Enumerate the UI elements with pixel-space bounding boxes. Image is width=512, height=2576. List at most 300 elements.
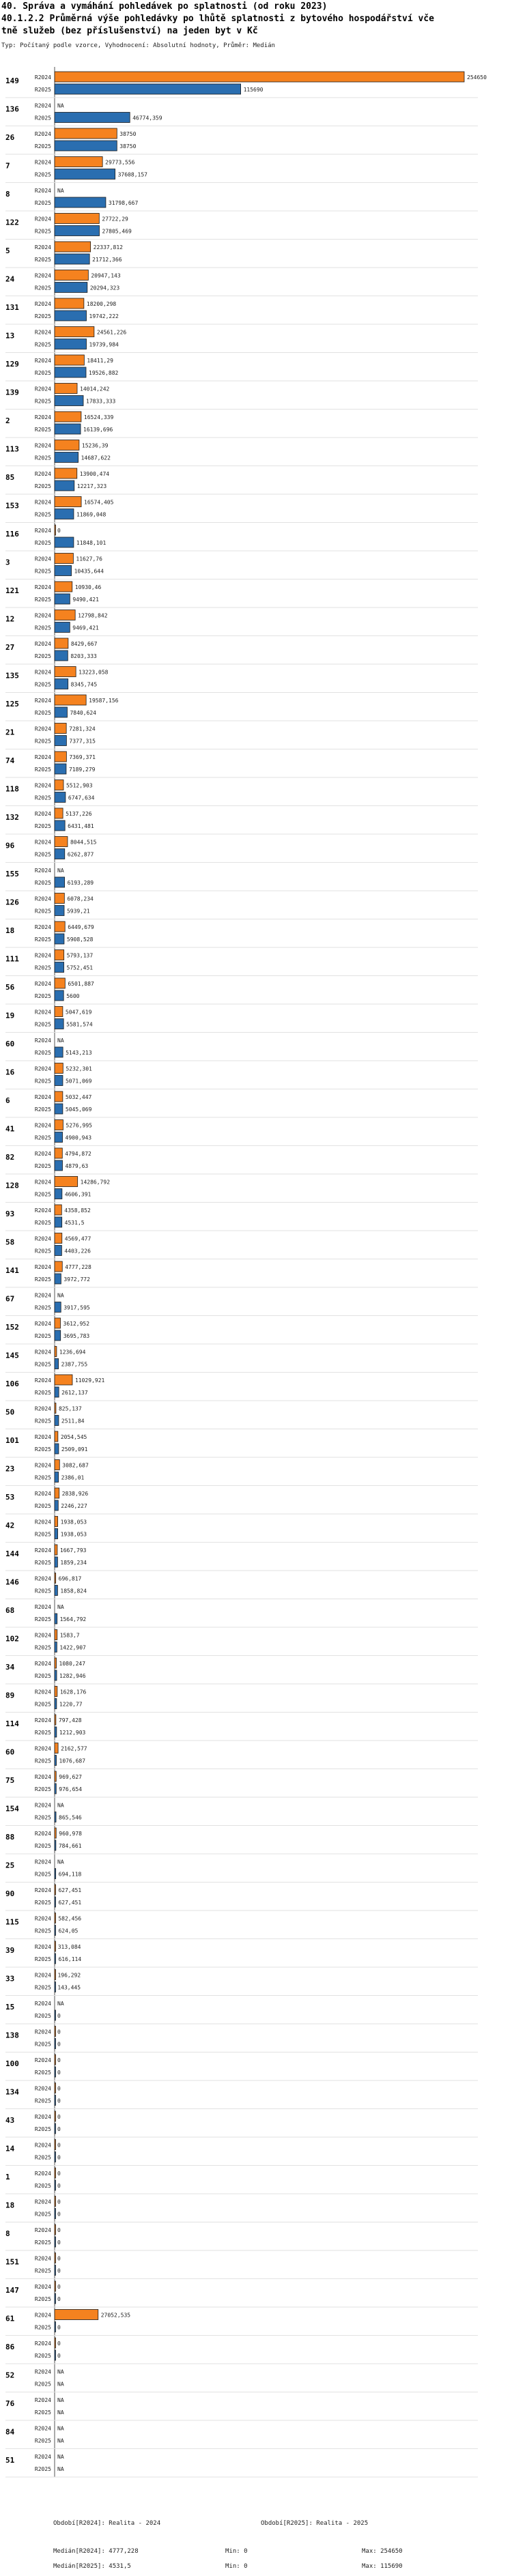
bar-r2025: [55, 197, 106, 207]
category-label: 34: [5, 1663, 15, 1672]
series-label: R2024: [34, 358, 51, 364]
series-label: R2024: [34, 386, 51, 392]
bar-r2024: [55, 1205, 61, 1215]
series-label: R2025: [34, 2013, 51, 2019]
bar-r2024: [55, 1261, 62, 1272]
data-label: 2054,545: [60, 1434, 87, 1440]
series-label: R2025: [34, 1390, 51, 1396]
data-label: 1859,234: [60, 1560, 87, 1566]
bar-r2024: [55, 667, 76, 677]
series-label: R2025: [34, 653, 51, 659]
data-label: 4531,5: [64, 1220, 85, 1226]
series-label: R2025: [34, 1050, 51, 1056]
bar-r2025: [55, 1416, 59, 1426]
series-label: R2024: [34, 2425, 51, 2432]
series-label: R2024: [34, 2001, 51, 2007]
series-label: R2025: [34, 511, 51, 518]
series-label: R2024: [34, 1519, 51, 1526]
data-label: 12798,842: [78, 612, 108, 619]
data-label: 0: [57, 528, 61, 534]
series-label: R2024: [34, 1065, 51, 1072]
category-label: 101: [5, 1436, 19, 1445]
data-label: 14687,622: [81, 455, 111, 461]
data-label: 20947,143: [91, 272, 121, 279]
series-label: R2024: [34, 159, 51, 166]
series-label: R2025: [34, 993, 51, 999]
series-label: R2024: [34, 1122, 51, 1129]
bar-r2025: [55, 1670, 57, 1680]
series-label: R2025: [34, 1106, 51, 1113]
bar-r2024: [55, 1148, 62, 1158]
data-label: 19742,222: [89, 313, 119, 319]
bar-r2024: [55, 638, 68, 648]
series-label: R2024: [34, 1264, 51, 1270]
series-label: R2025: [34, 964, 51, 971]
data-label: 13223,058: [79, 669, 109, 676]
bar-r2024: [55, 1885, 56, 1895]
category-label: 23: [5, 1464, 15, 1474]
category-label: 93: [5, 1210, 15, 1218]
bar-r2024: [55, 582, 72, 592]
series-label: R2025: [34, 2409, 51, 2416]
data-label: 6431,481: [68, 823, 94, 829]
category-label: 135: [5, 671, 19, 681]
series-label: R2024: [34, 272, 51, 279]
data-label: 37608,157: [117, 171, 147, 178]
na-label: NA: [57, 1802, 64, 1809]
bar-r2024: [55, 724, 66, 734]
series-label: R2025: [34, 455, 51, 461]
series-label: R2024: [34, 641, 51, 647]
data-label: 8345,745: [70, 681, 98, 688]
data-label: 19587,156: [89, 698, 119, 704]
data-label: 1422,907: [59, 1644, 86, 1651]
series-label: R2025: [34, 908, 51, 915]
series-label: R2024: [34, 584, 51, 590]
series-label: R2024: [34, 1151, 51, 1157]
bar-r2025: [55, 283, 87, 293]
series-label: R2024: [34, 216, 51, 223]
series-label: R2024: [34, 754, 51, 760]
category-label: 12: [5, 614, 15, 624]
data-label: 1282,946: [59, 1673, 86, 1679]
na-label: NA: [57, 2466, 64, 2472]
category-label: 153: [5, 501, 19, 511]
bar-r2024: [55, 1177, 78, 1187]
category-label: 76: [5, 2399, 15, 2408]
data-label: 18411,29: [87, 358, 113, 364]
bar-r2024: [55, 1913, 56, 1923]
category-label: 146: [5, 1577, 19, 1587]
data-label: 0: [57, 2284, 61, 2290]
series-label: R2025: [34, 398, 51, 405]
bar-r2025: [55, 1756, 57, 1766]
bar-r2025: [55, 1444, 59, 1454]
data-label: 0: [57, 2255, 61, 2262]
data-label: 18200,298: [86, 301, 117, 307]
category-label: 56: [5, 983, 15, 992]
category-label: 132: [5, 813, 19, 822]
series-label: R2024: [34, 2369, 51, 2375]
bar-r2025: [55, 2265, 56, 2276]
bar-r2025: [55, 1614, 57, 1624]
data-label: 0: [57, 2114, 61, 2120]
bar-r2025: [55, 934, 64, 944]
bar-r2024: [55, 1743, 58, 1754]
bar-r2024: [55, 2224, 56, 2235]
series-label: R2024: [34, 1235, 51, 1242]
na-label: NA: [57, 188, 64, 194]
na-label: NA: [57, 102, 64, 109]
series-label: R2025: [34, 1814, 51, 1821]
category-label: 88: [5, 1833, 15, 1842]
chart-title-line1: 40.1.2.2 Průměrná výše pohledávky po lhůtě splatnosti z bytového hospodářství vče: [1, 14, 434, 24]
bar-r2025: [55, 1954, 56, 1964]
series-label: R2025: [34, 1588, 51, 1594]
data-label: 15236,39: [81, 442, 109, 449]
series-label: R2024: [34, 2142, 51, 2149]
bar-r2025: [55, 650, 68, 661]
data-label: 582,456: [58, 1915, 82, 1922]
category-label: 18: [5, 926, 15, 935]
category-label: 86: [5, 2343, 15, 2351]
bar-r2025: [55, 962, 64, 973]
series-label: R2024: [34, 414, 51, 420]
bar-r2024: [55, 2338, 56, 2348]
bar-r2025: [55, 2152, 56, 2162]
bar-r2024: [55, 1460, 59, 1470]
series-label: R2024: [34, 1774, 51, 1780]
series-label: R2025: [34, 370, 51, 376]
series-label: R2024: [34, 839, 51, 846]
category-label: 60: [5, 1040, 15, 1048]
data-label: 5232,301: [66, 1065, 92, 1072]
data-label: 1858,824: [60, 1588, 87, 1594]
series-label: R2025: [34, 2070, 51, 2076]
data-label: 1667,793: [59, 1547, 87, 1554]
category-label: 126: [5, 898, 19, 907]
series-label: R2025: [34, 427, 51, 433]
data-label: 38750: [119, 143, 137, 149]
data-label: 7281,324: [69, 726, 96, 732]
data-label: 2838,926: [61, 1491, 89, 1497]
category-label: 74: [5, 756, 15, 765]
bar-r2024: [55, 554, 73, 564]
data-label: 27805,469: [102, 228, 132, 235]
bar-r2024: [55, 355, 84, 365]
bar-r2024: [55, 893, 64, 904]
bar-r2024: [55, 780, 63, 790]
data-label: 1628,176: [59, 1689, 87, 1695]
data-label: 7369,371: [69, 754, 96, 760]
data-label: 5047,619: [65, 1009, 92, 1016]
category-label: 43: [5, 2116, 15, 2125]
data-label: 2162,577: [61, 1745, 87, 1752]
category-label: 128: [5, 1181, 19, 1190]
series-label: R2025: [34, 767, 51, 773]
data-label: 8203,333: [70, 653, 97, 659]
bar-r2024: [55, 497, 81, 507]
category-label: 138: [5, 2031, 19, 2040]
bar-r2025: [55, 1784, 56, 1794]
category-label: 24: [5, 274, 15, 284]
series-label: R2024: [34, 981, 51, 987]
data-label: 0: [57, 2126, 61, 2132]
bar-r2024: [55, 2111, 56, 2121]
series-label: R2024: [34, 782, 51, 789]
category-label: 84: [5, 2427, 15, 2437]
bar-r2025: [55, 622, 70, 633]
series-label: R2024: [34, 1547, 51, 1554]
bar-r2024: [55, 1687, 57, 1697]
bar-r2024: [55, 2281, 56, 2291]
data-label: 5276,995: [66, 1122, 92, 1129]
category-label: 151: [5, 2257, 19, 2267]
series-label: R2025: [34, 681, 51, 688]
bar-r2025: [55, 84, 241, 94]
bar-r2025: [55, 1387, 59, 1397]
series-label: R2025: [34, 1446, 51, 1452]
data-label: 0: [57, 2324, 61, 2331]
data-label: 0: [57, 2353, 61, 2359]
bar-r2024: [55, 1431, 58, 1442]
category-label: 141: [5, 1266, 19, 1275]
series-label: R2025: [34, 1220, 51, 1226]
bar-r2024: [55, 1573, 56, 1584]
series-label: R2025: [34, 2437, 51, 2444]
series-label: R2025: [34, 2098, 51, 2104]
series-label: R2024: [34, 2397, 51, 2403]
series-label: R2025: [34, 1021, 51, 1028]
series-label: R2024: [34, 2284, 51, 2290]
bar-r2024: [55, 2140, 56, 2150]
bar-r2025: [55, 1472, 59, 1483]
series-label: R2025: [34, 851, 51, 858]
category-label: 8: [5, 190, 10, 199]
data-label: 27722,29: [102, 216, 128, 223]
data-label: 16524,339: [83, 414, 114, 420]
data-label: 5512,903: [66, 782, 93, 789]
series-label: R2024: [34, 726, 51, 732]
data-label: 0: [57, 2211, 61, 2218]
data-label: 27052,535: [100, 2312, 131, 2319]
series-label: R2025: [34, 87, 51, 93]
data-label: 7377,315: [69, 738, 96, 745]
data-label: 6262,877: [67, 851, 94, 858]
data-label: 19739,984: [89, 341, 119, 348]
data-label: 0: [57, 2296, 61, 2302]
series-label: R2025: [34, 228, 51, 235]
chart-type-note: Typ: Počítaný podle vzorce, Vyhodnocení: Absolutní hodnoty, Průměr: Medián: [1, 42, 275, 49]
category-label: 102: [5, 1634, 19, 1644]
bar-r2024: [55, 752, 66, 762]
data-label: 0: [57, 2142, 61, 2149]
series-label: R2024: [34, 868, 51, 874]
bar-r2025: [55, 736, 66, 746]
series-label: R2025: [34, 2154, 51, 2161]
series-label: R2025: [34, 2353, 51, 2359]
bar-r2025: [55, 2293, 56, 2304]
data-label: 6078,234: [67, 896, 94, 902]
data-label: 5045,069: [65, 1106, 92, 1113]
bar-r2025: [55, 481, 74, 491]
na-label: NA: [57, 2001, 64, 2007]
footer-median-2025: Medián[R2025]: 4531,5: [53, 2563, 131, 2570]
category-label: 147: [5, 2286, 19, 2295]
series-label: R2025: [34, 1163, 51, 1169]
series-label: R2025: [34, 2267, 51, 2274]
series-label: R2025: [34, 1928, 51, 1934]
series-label: R2024: [34, 329, 51, 336]
series-label: R2024: [34, 1944, 51, 1950]
na-label: NA: [57, 2425, 64, 2432]
series-label: R2024: [34, 1491, 51, 1497]
na-label: NA: [57, 1037, 64, 1044]
series-label: R2025: [34, 1134, 51, 1141]
bar-r2025: [55, 1047, 63, 1057]
bar-r2025: [55, 1246, 61, 1256]
series-label: R2025: [34, 1871, 51, 1878]
series-label: R2024: [34, 1661, 51, 1667]
series-label: R2024: [34, 896, 51, 902]
data-label: 11848,101: [76, 540, 106, 546]
data-label: 694,118: [58, 1871, 82, 1878]
series-label: R2024: [34, 612, 51, 619]
series-label: R2025: [34, 1276, 51, 1283]
data-label: 1076,687: [59, 1758, 86, 1764]
bar-r2025: [55, 1330, 61, 1341]
bar-r2024: [55, 468, 77, 478]
data-label: 0: [57, 2341, 61, 2347]
series-label: R2024: [34, 1037, 51, 1044]
bar-r2025: [55, 1076, 63, 1086]
series-label: R2024: [34, 1831, 51, 1837]
data-label: 1938,053: [60, 1531, 87, 1538]
na-label: NA: [57, 2454, 64, 2460]
series-label: R2024: [34, 924, 51, 930]
category-label: 134: [5, 2087, 19, 2097]
category-label: 145: [5, 1351, 19, 1360]
category-label: 136: [5, 104, 19, 114]
bar-r2024: [55, 128, 117, 139]
bar-r2025: [55, 679, 68, 689]
bar-r2025: [55, 2010, 56, 2020]
data-label: 3917,595: [63, 1304, 90, 1311]
bar-r2025: [55, 1869, 56, 1879]
data-label: 10930,46: [74, 584, 102, 590]
data-label: 2612,137: [61, 1390, 88, 1396]
series-label: R2025: [34, 1078, 51, 1085]
bar-r2024: [55, 1375, 72, 1385]
data-label: 8429,667: [70, 641, 98, 647]
series-label: R2025: [34, 597, 51, 603]
category-label: 21: [5, 728, 15, 737]
bar-r2024: [55, 2083, 56, 2093]
series-label: R2024: [34, 1292, 51, 1299]
series-label: R2024: [34, 556, 51, 562]
data-label: 5137,226: [66, 811, 92, 817]
bar-r2025: [55, 1302, 61, 1313]
bar-r2025: [55, 339, 87, 349]
series-label: R2024: [34, 698, 51, 704]
category-label: 114: [5, 1719, 19, 1728]
data-label: 1080,247: [59, 1661, 86, 1667]
series-label: R2025: [34, 1900, 51, 1906]
category-label: 152: [5, 1323, 19, 1332]
data-label: 5752,451: [66, 964, 94, 971]
bar-r2024: [55, 610, 75, 620]
data-label: 0: [57, 2041, 61, 2048]
data-label: 627,451: [58, 1900, 82, 1906]
data-label: 0: [57, 2070, 61, 2076]
data-label: 5600: [66, 993, 80, 999]
series-label: R2024: [34, 244, 51, 251]
series-label: R2025: [34, 1304, 51, 1311]
chart-title-line2: tně služeb (bez příslušenství) na jeden byt v Kč: [1, 26, 258, 36]
bar-r2024: [55, 1120, 63, 1130]
series-label: R2025: [34, 483, 51, 489]
data-label: 14286,792: [80, 1179, 111, 1186]
series-label: R2025: [34, 2466, 51, 2472]
series-label: R2024: [34, 442, 51, 449]
data-label: 0: [57, 2098, 61, 2104]
bar-r2024: [55, 525, 56, 535]
series-label: R2024: [34, 499, 51, 506]
bar-r2024: [55, 1715, 56, 1725]
series-label: R2025: [34, 823, 51, 829]
data-label: 5032,447: [65, 1094, 92, 1100]
series-label: R2024: [34, 1689, 51, 1695]
footer-min-2025: Min: 0: [225, 2563, 248, 2570]
series-label: R2024: [34, 102, 51, 109]
series-label: R2024: [34, 1745, 51, 1752]
category-label: 90: [5, 1889, 15, 1898]
series-label: R2024: [34, 528, 51, 534]
data-label: 1212,903: [59, 1730, 86, 1736]
bar-r2025: [55, 1104, 63, 1114]
series-label: R2024: [34, 1405, 51, 1412]
bar-r2025: [55, 254, 89, 264]
data-label: 0: [57, 2013, 61, 2019]
bar-r2025: [55, 1699, 57, 1709]
series-label: R2024: [34, 1632, 51, 1639]
data-label: 14014,242: [80, 386, 110, 392]
bar-r2025: [55, 1132, 63, 1143]
series-label: R2024: [34, 1604, 51, 1610]
data-label: 2387,755: [61, 1361, 88, 1368]
bar-r2024: [55, 270, 88, 281]
series-label: R2024: [34, 1009, 51, 1016]
bar-r2024: [55, 1771, 56, 1781]
data-label: 5071,069: [65, 1078, 92, 1085]
data-label: 38750: [119, 131, 137, 137]
series-label: R2025: [34, 2296, 51, 2302]
data-label: 865,546: [59, 1814, 82, 1821]
category-label: 111: [5, 954, 19, 964]
category-label: 67: [5, 1294, 15, 1304]
data-label: 797,428: [58, 1717, 82, 1723]
bar-r2025: [55, 2350, 56, 2360]
data-label: 29773,556: [105, 159, 135, 166]
bar-r2024: [55, 1970, 56, 1980]
series-label: R2024: [34, 1887, 51, 1893]
series-label: R2024: [34, 2199, 51, 2205]
category-label: 121: [5, 586, 19, 595]
section-title: 40. Správa a vymáhání pohledávek po splatnosti (od roku 2023): [1, 1, 328, 12]
data-label: 24561,226: [96, 329, 127, 336]
data-label: 0: [57, 2085, 61, 2092]
series-label: R2025: [34, 1843, 51, 1849]
